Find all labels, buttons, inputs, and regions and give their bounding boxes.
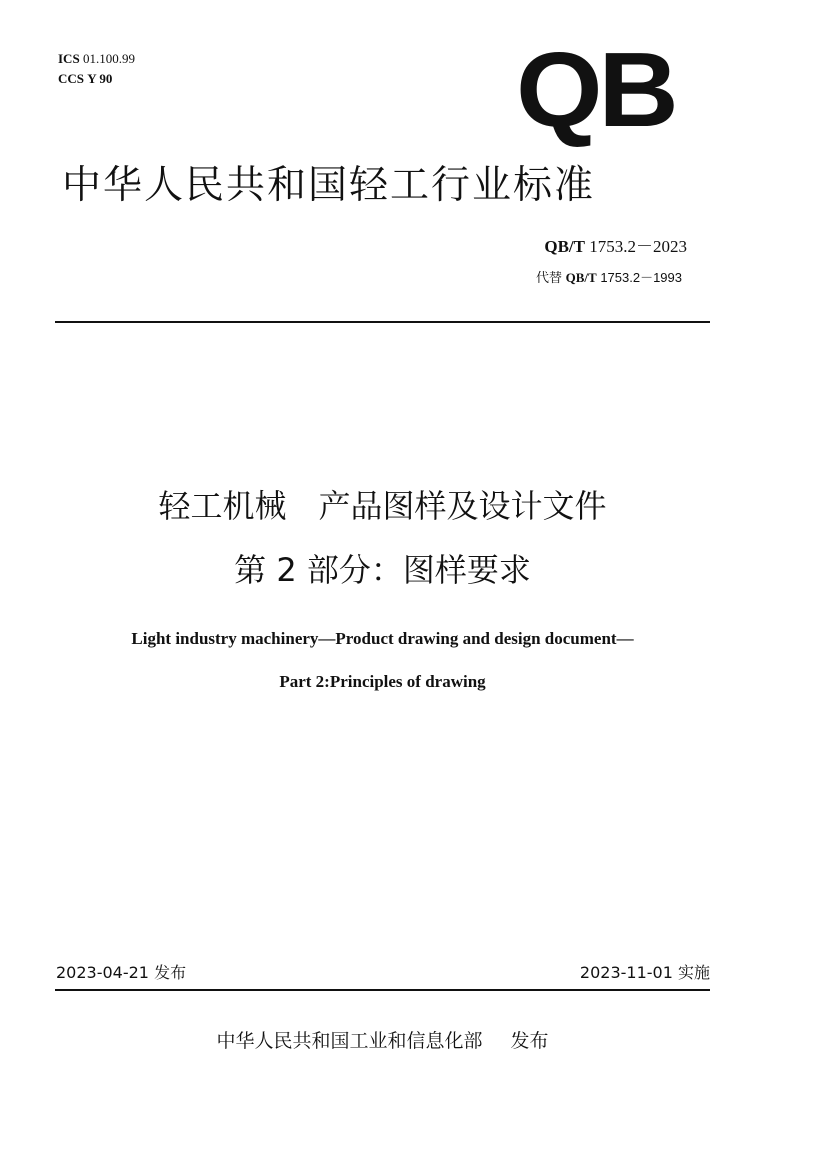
bottom-divider — [55, 989, 710, 991]
replaces-number: 1753.2－1993 — [600, 270, 682, 285]
qb-logo: QB — [516, 31, 675, 149]
standard-number-value: 1753.2－2023 — [589, 237, 687, 256]
ccs-value: Y 90 — [87, 71, 113, 86]
standard-category-title: 中华人民共和国轻工行业标准 — [62, 163, 596, 208]
issuer-line — [0, 1028, 765, 1054]
issue-date: 2023-04-21 发布 — [56, 963, 187, 982]
ics-label: ICS — [58, 51, 80, 66]
ics-code — [58, 51, 135, 67]
chinese-title-line-1: 轻工机械 产品图样及设计文件 — [158, 487, 607, 525]
standard-number — [544, 236, 687, 258]
replaces-prefix: QB/T — [565, 270, 597, 285]
standard-number-prefix: QB/T — [544, 237, 585, 256]
replaces-label: 代替 — [535, 270, 562, 285]
issuer-action: 发布 — [510, 1030, 549, 1052]
english-title-line-2: Part 2:Principles of drawing — [279, 672, 486, 691]
ics-value: 01.100.99 — [82, 51, 135, 66]
replaces-standard — [536, 269, 682, 287]
top-divider — [55, 321, 710, 323]
ccs-label: CCS — [58, 71, 85, 86]
issuer-name: 中华人民共和国工业和信息化部 — [216, 1030, 483, 1052]
ccs-code — [58, 71, 112, 87]
english-title-line-1: Light industry machinery—Product drawing and design document— — [131, 629, 634, 648]
implementation-date: 2023-11-01 实施 — [579, 963, 710, 982]
chinese-title-line-2: 第 2 部分：图样要求 — [234, 551, 531, 589]
